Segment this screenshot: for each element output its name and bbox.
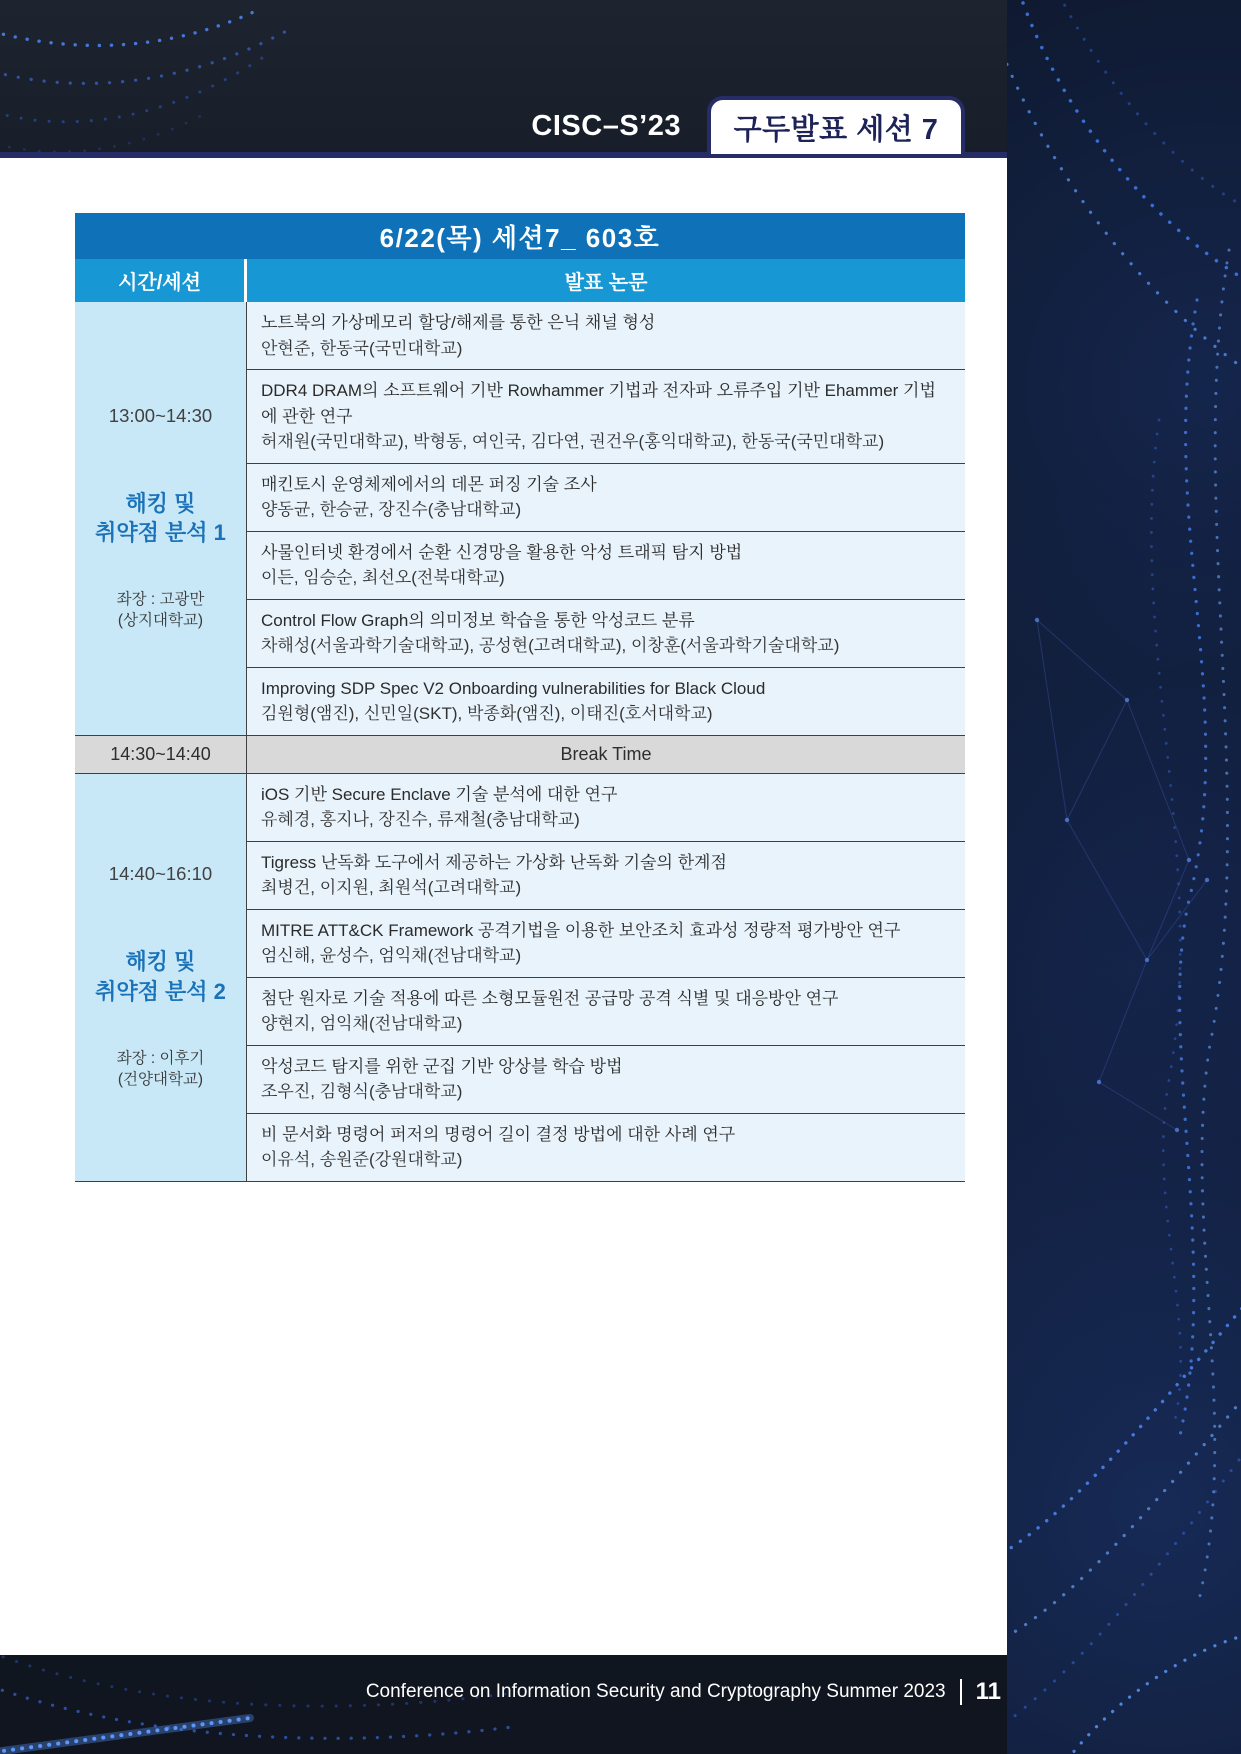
paper-row xyxy=(247,667,965,735)
paper-row xyxy=(247,599,965,667)
paper-authors: 이유석, 송원준(강원대학교) xyxy=(261,1150,463,1169)
paper-authors: 허재원(국민대학교), 박형동, 여인국, 김다연, 권건우(홍익대학교), 한동국(국민대학교) xyxy=(261,432,885,451)
dot-wave-pattern-top-left xyxy=(0,0,340,158)
chair-affiliation: (건양대학교) xyxy=(117,1070,204,1088)
paper-authors: 양현지, 엄익채(전남대학교) xyxy=(261,1014,463,1033)
paper-row xyxy=(247,369,965,463)
session-name-line: 취약점 분석 1 xyxy=(95,520,226,546)
papers-column xyxy=(247,302,965,735)
footer-separator xyxy=(960,1679,962,1705)
section-tab: 구두발표 세션 7 xyxy=(707,96,965,158)
chair-name: 좌장 : 이후기 xyxy=(116,1049,205,1067)
paper-row xyxy=(247,1045,965,1113)
paper-authors: 차해성(서울과학기술대학교), 공성현(고려대학교), 이창훈(서울과학기술대학교) xyxy=(261,636,840,655)
paper-title: 노트북의 가상메모리 할당/해제를 통한 은닉 채널 형성 xyxy=(261,313,656,332)
session-name-line: 취약점 분석 2 xyxy=(95,979,226,1005)
paper-authors: 김원형(앰진), 신민일(SKT), 박종화(앰진), 이태진(호서대학교) xyxy=(261,704,713,723)
paper-authors: 조우진, 김형식(충남대학교) xyxy=(261,1082,463,1101)
paper-title: MITRE ATT&CK Framework 공격기법을 이용한 보안조치 효과성 정량적 평가방안 연구 xyxy=(261,920,901,940)
paper-title: 매킨토시 운영체제에서의 데몬 퍼징 기술 조사 xyxy=(261,474,597,494)
paper-title: DDR4 DRAM의 소프트웨어 기반 Rowhammer 기법과 전자파 오류주입 기반 Ehammer 기법에 관한 연구 xyxy=(261,381,936,426)
footer-conference-title: Conference on Information Security and Cryptography Summer 2023 xyxy=(365,1681,946,1702)
paper-authors: 양동균, 한승균, 장진수(충남대학교) xyxy=(261,500,522,519)
paper-row xyxy=(247,302,965,369)
page-footer xyxy=(366,1678,1001,1706)
paper-row xyxy=(247,977,965,1045)
paper-row xyxy=(247,774,965,841)
session-time: 13:00~14:30 xyxy=(108,404,213,426)
paper-authors: 최병건, 이지원, 최원석(고려대학교) xyxy=(261,878,522,897)
paper-row xyxy=(247,841,965,909)
paper-row xyxy=(247,1113,965,1181)
break-time: 14:30~14:40 xyxy=(75,736,247,773)
table-body xyxy=(75,302,965,1182)
break-label: Break Time xyxy=(560,743,652,764)
session-chair xyxy=(117,1049,205,1091)
paper-row xyxy=(247,463,965,531)
paper-title: 악성코드 탐지를 위한 군집 기반 앙상블 학습 방법 xyxy=(261,1056,623,1076)
paper-title: Tigress 난독화 도구에서 제공하는 가상화 난독화 기술의 한계점 xyxy=(261,852,727,872)
table-title: 6/22(목) 세션7_ 603호 xyxy=(75,213,965,259)
session-schedule-table xyxy=(75,213,965,1182)
break-row xyxy=(75,735,965,773)
paper-authors: 안현준, 한동국(국민대학교) xyxy=(261,338,463,358)
dot-wave-pattern-right-band xyxy=(1007,0,1241,1754)
session-chair xyxy=(117,590,205,632)
paper-title: iOS 기반 Secure Enclave 기술 분석에 대한 연구 xyxy=(261,784,618,804)
session-block-2 xyxy=(75,773,965,1181)
conference-logo-text: CISC–S’23 xyxy=(531,110,681,142)
table-column-header xyxy=(75,259,965,302)
session-name xyxy=(95,489,226,548)
chair-name: 좌장 : 고광만 xyxy=(116,591,205,609)
chair-affiliation: (상지대학교) xyxy=(117,611,204,629)
paper-authors: 유혜경, 홍지나, 장진수, 류재철(충남대학교) xyxy=(261,810,580,829)
papers-column xyxy=(247,774,965,1181)
session-info-cell xyxy=(75,302,247,735)
column-header-time: 시간/세션 xyxy=(75,259,247,302)
paper-title: Improving SDP Spec V2 Onboarding vulnerabilities for Black Cloud xyxy=(261,678,766,698)
paper-title: 비 문서화 명령어 퍼저의 명령어 길이 결정 방법에 대한 사례 연구 xyxy=(261,1124,736,1144)
session-name xyxy=(95,947,226,1006)
paper-title: 첨단 원자로 기술 적용에 따른 소형모듈원전 공급망 공격 식별 및 대응방안 연구 xyxy=(261,988,839,1008)
paper-row xyxy=(247,909,965,977)
paper-title: Control Flow Graph의 의미정보 학습을 통한 악성코드 분류 xyxy=(261,610,695,630)
paper-authors: 엄신해, 윤성수, 엄익채(전남대학교) xyxy=(261,946,522,965)
page-number: 11 xyxy=(975,1678,1001,1705)
session-name-line: 해킹 및 xyxy=(125,490,196,516)
session-block-1 xyxy=(75,302,965,735)
paper-row xyxy=(247,531,965,599)
session-info-cell xyxy=(75,774,247,1181)
session-name-line: 해킹 및 xyxy=(125,949,196,975)
paper-authors: 이든, 임승순, 최선오(전북대학교) xyxy=(261,568,505,587)
paper-title: 사물인터넷 환경에서 순환 신경망을 활용한 악성 트래픽 탐지 방법 xyxy=(261,542,743,562)
column-header-papers: 발표 논문 xyxy=(564,272,648,294)
session-time: 14:40~16:10 xyxy=(108,863,213,885)
